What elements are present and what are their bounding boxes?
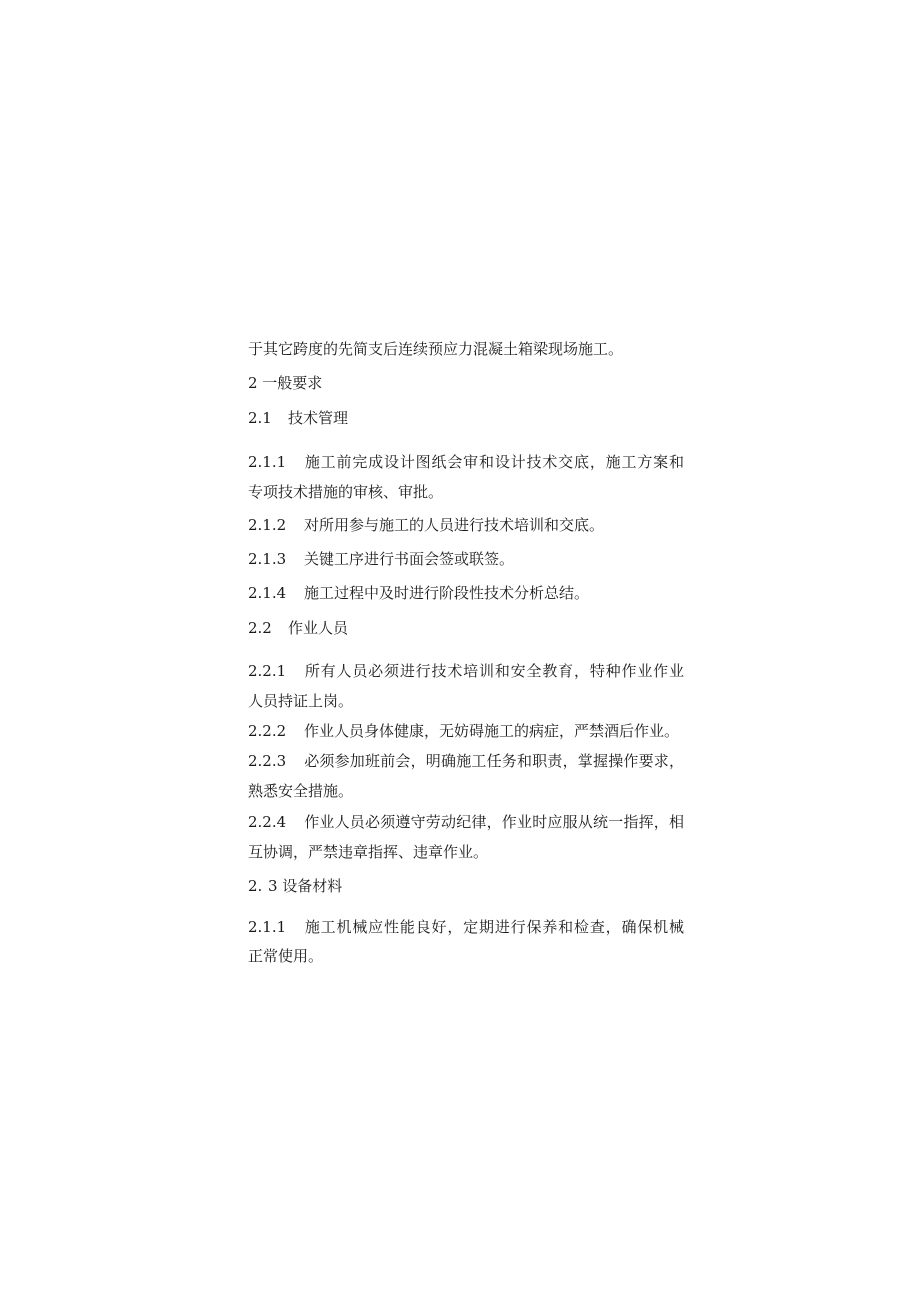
clause-2-1-3 bbox=[248, 549, 514, 569]
clause-2-2-4-line-1 bbox=[248, 812, 684, 832]
section-title: 3 设备材料 bbox=[268, 877, 343, 895]
section-number: 2.2 bbox=[248, 619, 272, 637]
clause-number: 2.1.3 bbox=[248, 550, 287, 568]
clause-2-2-3-line-2: 熟悉安全措施。 bbox=[248, 782, 354, 800]
clause-number: 2.1.2 bbox=[248, 516, 287, 534]
section-number: 2. bbox=[248, 877, 263, 895]
clause-2-2-4-line-2: 互协调，严禁违章指挥、违章作业。 bbox=[248, 843, 489, 861]
clause-number: 2.1.1 bbox=[248, 453, 287, 471]
clause-2-2-2 bbox=[248, 721, 679, 741]
clause-text: 所有人员必须进行技术培训和安全教育，特种作业作业 bbox=[304, 662, 684, 680]
clause-2-2-1-line-2: 人员持证上岗。 bbox=[248, 692, 354, 710]
clause-text: 对所用参与施工的人员进行技术培训和交底。 bbox=[304, 516, 605, 534]
clause-2-1-1-line-2: 专项技术措施的审核、审批。 bbox=[248, 483, 444, 501]
intro-continuation: 于其它跨度的先简支后连续预应力混凝土箱梁现场施工。 bbox=[248, 340, 624, 358]
section-2-3-heading bbox=[248, 876, 342, 896]
section-2-1-heading bbox=[248, 408, 348, 428]
clause-number: 2.2.1 bbox=[248, 662, 287, 680]
clause-number: 2.1.1 bbox=[248, 918, 287, 936]
clause-text: 关键工序进行书面会签或联签。 bbox=[304, 550, 515, 568]
clause-number: 2.2.3 bbox=[248, 752, 287, 770]
section-title: 作业人员 bbox=[288, 619, 349, 637]
clause-2-3-1-line-2: 正常使用。 bbox=[248, 947, 324, 965]
clause-text: 施工过程中及时进行阶段性技术分析总结。 bbox=[304, 584, 590, 602]
heading-general-requirements: 2 一般要求 bbox=[248, 374, 323, 392]
clause-number: 2.1.4 bbox=[248, 584, 287, 602]
clause-text: 作业人员身体健康，无妨碍施工的病症，严禁酒后作业。 bbox=[304, 722, 680, 740]
clause-number: 2.2.2 bbox=[248, 722, 287, 740]
section-title: 技术管理 bbox=[288, 409, 349, 427]
clause-2-3-1-line-1 bbox=[248, 917, 684, 937]
clause-number: 2.2.4 bbox=[248, 813, 287, 831]
section-2-2-heading bbox=[248, 618, 348, 638]
clause-2-1-2 bbox=[248, 515, 604, 535]
clause-2-2-1-line-1 bbox=[248, 661, 684, 681]
clause-text: 施工机械应性能良好，定期进行保养和检查，确保机械 bbox=[304, 918, 684, 936]
clause-text: 施工前完成设计图纸会审和设计技术交底，施工方案和 bbox=[304, 453, 684, 471]
clause-2-1-1-line-1 bbox=[248, 452, 684, 472]
clause-text: 作业人员必须遵守劳动纪律，作业时应服从统一指挥，相 bbox=[304, 813, 684, 831]
clause-2-1-4 bbox=[248, 583, 589, 603]
clause-2-2-3-line-1 bbox=[248, 751, 684, 771]
section-number: 2.1 bbox=[248, 409, 272, 427]
clause-text: 必须参加班前会，明确施工任务和职责，掌握操作要求， bbox=[304, 752, 684, 770]
